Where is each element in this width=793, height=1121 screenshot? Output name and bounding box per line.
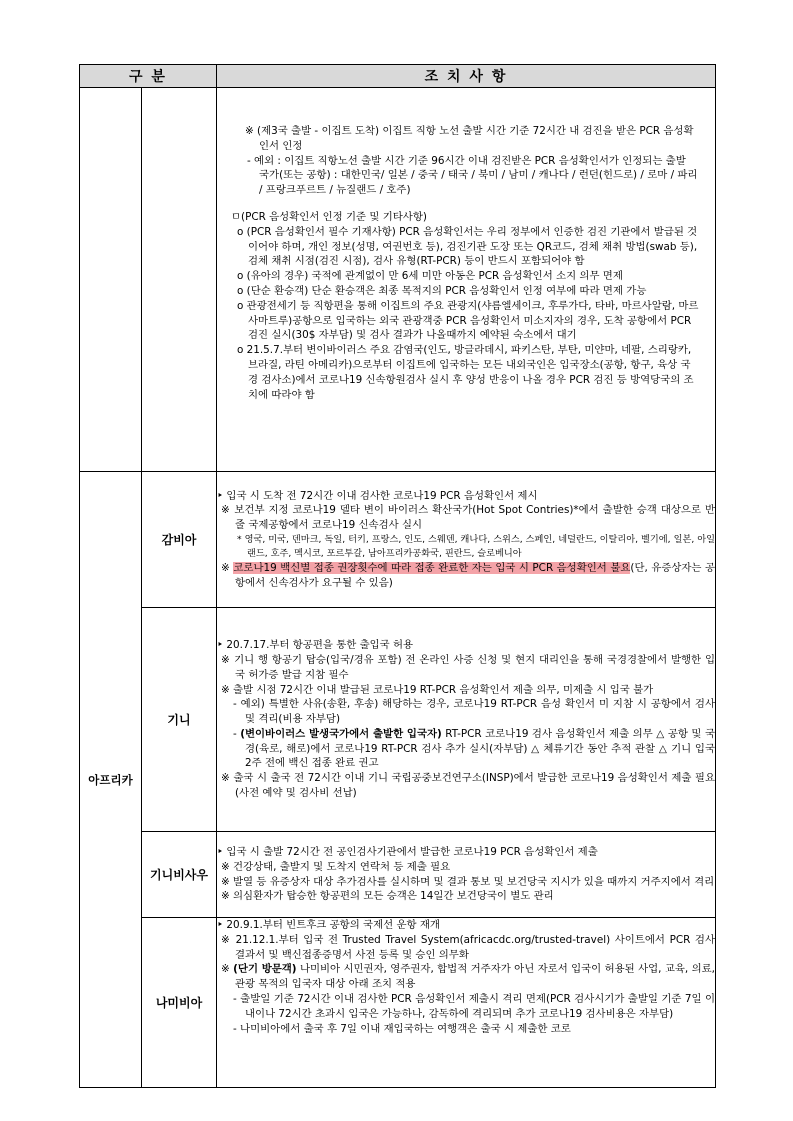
bullet-line: o 21.5.7.부터 변이바이러스 주요 감염국(인도, 방글라데시, 파키스탄, 부탄, 미얀마, 네팔, 스리랑카, 브라질, 라틴 아메리카)으로부터 이집트에 입국하는 모든 내외국인은 입국장소(공항, 항구, 육상 국경 검사소)에서 코로나19 신속항원검사 실시 후 양성 반응이 나올 경우 PCR 검진 등 방역당국의 조치에 따라야 함 <box>237 344 694 401</box>
table-row-egypt-continued <box>80 88 716 472</box>
note-mark: ※ <box>221 963 234 976</box>
country-name: 기니비사우 <box>142 832 217 918</box>
intro-content <box>217 88 716 472</box>
dash-line <box>233 727 715 771</box>
measures-table <box>79 64 716 1088</box>
country-name: 나미비아 <box>142 918 217 1088</box>
footnote-line: * 영국, 미국, 덴마크, 독일, 터키, 프랑스, 인도, 스웨덴, 캐나다, 스위스, 스페인, 네덜란드, 이탈리아, 벨기에, 일본, 아일랜드, 호주, 멕시코, 포르투갈, 남아프리카공화국, 핀란드, 슬로베니아 <box>237 533 715 559</box>
note-text: (단, 유증상자는 공항에서 신속검사가 요구될 수 있음) <box>235 561 715 589</box>
country-name: 감비아 <box>142 472 217 608</box>
bold-text: (단기 방문객) <box>233 963 297 976</box>
country-content <box>217 608 716 832</box>
note-line: ※ 의심환자가 탑승한 항공편의 모든 승객은 14일간 보건당국이 별도 관리 <box>221 890 554 903</box>
main-line: ‣ 20.9.1.부터 빈트후크 공항의 국제선 운항 재개 <box>217 919 440 931</box>
header-measures: 조 치 사 항 <box>217 65 716 88</box>
note-line: - 예외 : 이집트 직항노선 출발 시간 기준 96시간 이내 검진받은 PCR 음성확인서가 인정되는 출발 국가(또는 공항) : 대한민국/ 일본 / 중국 / 태국 / 북미 / 남미 / 캐나다 / 런던(힌드로) / 로마 / 파리 / 프랑크푸르트 / 뉴질랜드 / 호주) <box>247 154 698 197</box>
country-content <box>217 918 716 1088</box>
main-line: ‣ 20.7.17.부터 항공편을 통한 출입국 허용 <box>217 639 414 652</box>
header-category: 구 분 <box>80 65 217 88</box>
dash-mark: - <box>233 727 241 740</box>
note-line: ※ 보건부 지정 코로나19 델타 변이 바이러스 확산국가(Hot Spot Contries)*에서 출발한 승객 대상으로 반줄 국제공항에서 코로나19 신속검사 실시 <box>221 504 715 532</box>
country-content <box>217 832 716 918</box>
table-row-guinea <box>80 608 716 832</box>
note-line: ※ 21.12.1.부터 입국 전 Trusted Travel System(africacdc.org/trusted-travel) 사이트에서 PCR 검사 결과서 및 백신접종증명서 사전 등록 및 승인 의무화 <box>221 933 715 961</box>
country-cell-blank <box>142 88 217 472</box>
main-line: ‣ 입국 시 출발 72시간 전 공인검사기관에서 발급한 코로나19 PCR 음성확인서 제출 <box>217 845 598 858</box>
dash-line: - 나미비아에서 출국 후 7일 이내 재입국하는 여행객은 출국 시 제출한 코로 <box>233 1022 571 1035</box>
bullet-line: o (PCR 음성확인서 필수 기재사항) PCR 음성확인서는 우리 정부에서 인증한 검진 기관에서 발급된 것이어야 하며, 개인 정보(성명, 여권번호 등), 검진기관 도장 또는 QR코드, 검체 채취 방법(swab 등), 검체 채취 시점(검진 시점), 검사 유형(RT-PCR) 등이 반드시 포함되어야 함 <box>237 225 698 268</box>
highlighted-text: 코로나19 백신별 접종 권장횟수에 따라 접종 완료한 자는 입국 시 PCR 음성확인서 불요 <box>233 561 631 574</box>
bullet-line: o (유아의 경우) 국적에 관계없이 만 6세 미만 아동은 PCR 음성확인서 소지 의무 면제 <box>237 270 623 283</box>
note-line: ※ 출발 시점 72시간 이내 발급된 코로나19 RT-PCR 음성확인서 제출 의무, 미제출 시 입국 불가 <box>221 683 654 696</box>
bullet-line: o 관광전세기 등 직항편을 통해 이집트의 주요 관광지(샤름엘세이크, 후루가다, 타바, 마르사알람, 마르사마트루)공항으로 입국하는 외국 관광객중 PCR 음성확인서 미소지자의 경우, 도착 공항에서 PCR 검진 실시(30$ 자부담) 및 검사 결과가 나올때까지 예약된 숙소에서 대기 <box>237 299 699 342</box>
table-row-gambia <box>80 472 716 608</box>
note-line <box>221 962 715 992</box>
note-text: 나미비아 시민권자, 영주권자, 합법적 거주자가 아닌 자로서 입국이 허용된 사업, 교육, 의료, 관광 목적의 입국자 대상 아래 조치 적용 <box>235 963 715 991</box>
note-line <box>221 561 715 591</box>
note-line: ※ 출국 시 출국 전 72시간 이내 기니 국립공중보건연구소(INSP)에서 발급한 코로나19 음성확인서 제출 필요(사전 예약 및 검사비 선납) <box>221 772 715 800</box>
dash-line: - 예외) 특별한 사유(송환, 후송) 해당하는 경우, 코로나19 RT-PCR 음성 확인서 미 지참 시 공항에서 검사 및 격리(비용 자부담) <box>233 698 715 726</box>
bullet-line: o (단순 환승객) 단순 환승객은 최종 목적지의 PCR 음성확인서 인정 여부에 따라 면제 가능 <box>237 284 647 297</box>
note-line: ※ 발열 등 유증상자 대상 추가검사를 실시하며 및 결과 통보 및 보건당국 지시가 있을 때까지 거주지에서 격리 <box>221 875 715 888</box>
dash-line: - 출발일 기준 72시간 이내 검사한 PCR 음성확인서 제출시 격리 면제(PCR 검사시기가 출발일 기준 7일 이내이나 72시간 초과시 입국은 가능하나, 감독하에 격리되며 추가 코로나19 검사비용은 자부담) <box>233 992 715 1020</box>
dash-text: RT-PCR 코로나19 검사 음성확인서 제출 의무 △ 공항 및 국경(육로, 해로)에서 코로나19 RT-PCR 검사 추가 실시(자부담) △ 체류기간 동안 추적 관찰 △ 기니 입국 2주 전에 백신 접종 완료 권고 <box>245 727 715 770</box>
main-line: ‣ 입국 시 도착 전 72시간 이내 검사한 코로나19 PCR 음성확인서 제시 <box>217 489 538 502</box>
region-cell-blank <box>80 88 142 472</box>
note-line: ※ (제3국 출발 - 이집트 도착) 이집트 직항 노선 출발 시간 기준 72시간 내 검진을 받은 PCR 음성확인서 인정 <box>245 125 694 152</box>
note-line: ※ 기니 행 항공기 탑승(입국/경유 포함) 전 온라인 사증 신청 및 현지 대리인을 통해 국경경찰에서 발행한 입국 허가증 발급 지참 필수 <box>221 653 715 681</box>
country-name: 기니 <box>142 608 217 832</box>
region-cell: 아프리카 <box>80 472 142 1088</box>
country-content <box>217 472 716 608</box>
bold-text: (변이바이러스 발생국가에서 출발한 입국자) <box>240 727 442 740</box>
note-mark: ※ <box>221 561 234 574</box>
section-heading: ㅁ(PCR 음성확인서 인정 기준 및 기타사항) <box>231 210 427 223</box>
table-row-guinea-bissau <box>80 832 716 918</box>
table-header <box>80 65 716 88</box>
note-line: ※ 건강상태, 출발지 및 도착지 연락처 등 제출 필요 <box>221 860 451 873</box>
table-row-namibia <box>80 918 716 1088</box>
